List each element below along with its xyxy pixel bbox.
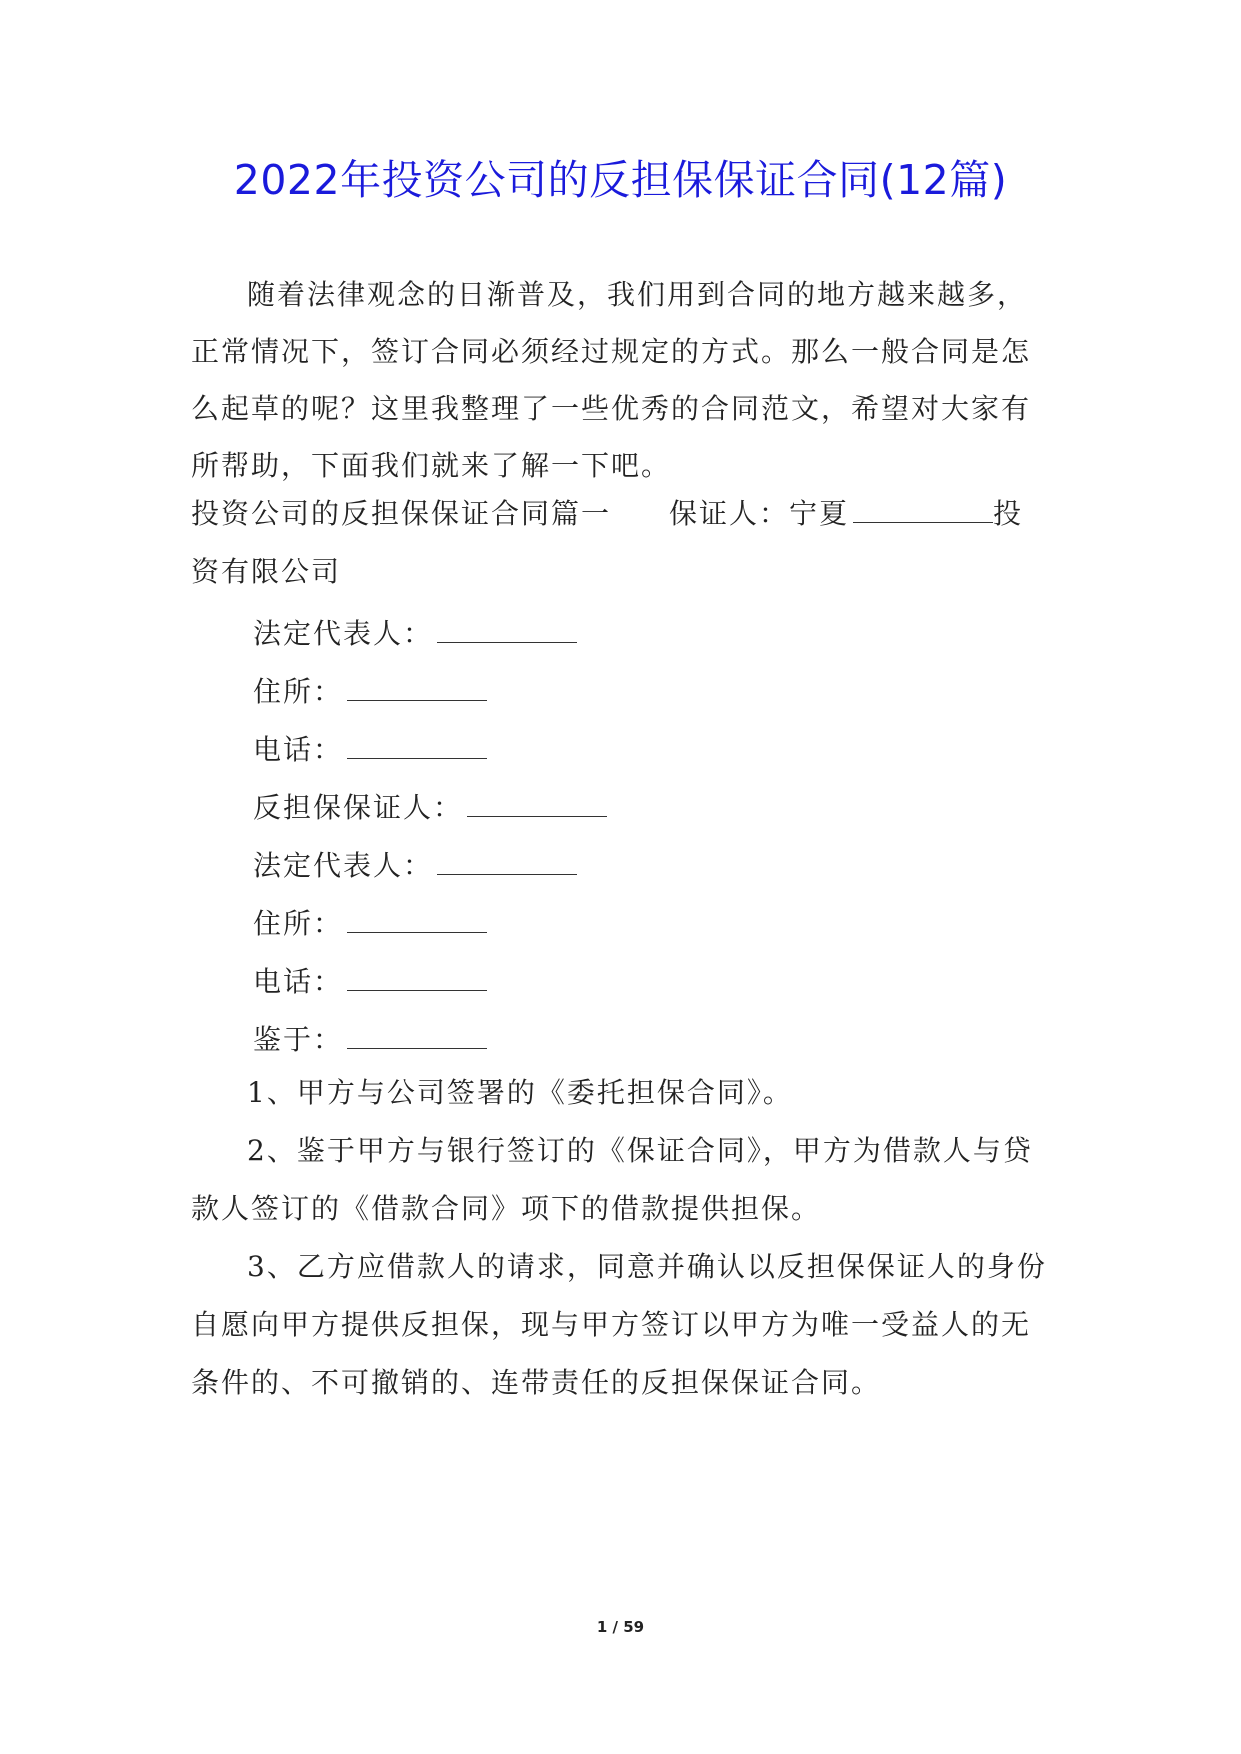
- field-label: 鉴于：: [253, 1023, 344, 1056]
- field-blank: [347, 676, 487, 701]
- field-blank: [467, 792, 607, 817]
- field-label: 住所：: [253, 907, 344, 940]
- guarantor-company-suffix: 资有限公司: [191, 555, 342, 588]
- field-blank: [437, 850, 577, 875]
- field-label: 法定代表人：: [253, 617, 434, 650]
- field-blank: [347, 1024, 487, 1049]
- clause-2: 2、鉴于甲方与银行签订的《保证合同》，甲方为借款人与贷款人签订的《借款合同》项下的借款提供担保。: [191, 1134, 1033, 1225]
- field-label: 住所：: [253, 675, 344, 708]
- field-blank: [347, 966, 487, 991]
- field-label: 法定代表人：: [253, 849, 434, 882]
- intro-paragraph: 随着法律观念的日渐普及，我们用到合同的地方越来越多，正常情况下，签订合同必须经过规定的方式。那么一般合同是怎么起草的呢？这里我整理了一些优秀的合同范文，希望对大家有所帮助，下面我们就来了解一下吧。: [191, 278, 1032, 482]
- guarantor-continuation: [191, 552, 341, 592]
- section-heading-line: [191, 494, 1023, 534]
- field-row: [253, 612, 577, 652]
- clause-3: 3、乙方应借款人的请求，同意并确认以反担保保证人的身份自愿向甲方提供反担保，现与甲方签订以甲方为唯一受益人的无条件的、不可撤销的、连带责任的反担保保证合同。: [191, 1250, 1047, 1399]
- guarantor-label: 保证人：宁夏: [669, 497, 850, 530]
- field-label: 电话：: [253, 965, 344, 998]
- guarantor-suffix: 投: [993, 497, 1024, 530]
- field-blank: [437, 618, 577, 643]
- field-blank: [347, 908, 487, 933]
- field-label: 反担保保证人：: [253, 791, 464, 824]
- field-label: 电话：: [253, 733, 344, 766]
- field-row: [253, 1018, 487, 1058]
- section-heading: 投资公司的反担保保证合同篇一: [191, 497, 612, 530]
- page-title: 2022年投资公司的反担保保证合同(12篇): [233, 156, 1008, 204]
- clause-1: 1、甲方与公司签署的《委托担保合同》。: [247, 1076, 793, 1109]
- guarantor-name-blank: [853, 498, 993, 523]
- page-number: 1 / 59: [596, 1618, 645, 1636]
- field-row: [253, 786, 607, 826]
- field-row: [253, 960, 487, 1000]
- field-row: [253, 728, 487, 768]
- field-row: [253, 670, 487, 710]
- field-blank: [347, 734, 487, 759]
- field-row: [253, 902, 487, 942]
- field-row: [253, 844, 577, 884]
